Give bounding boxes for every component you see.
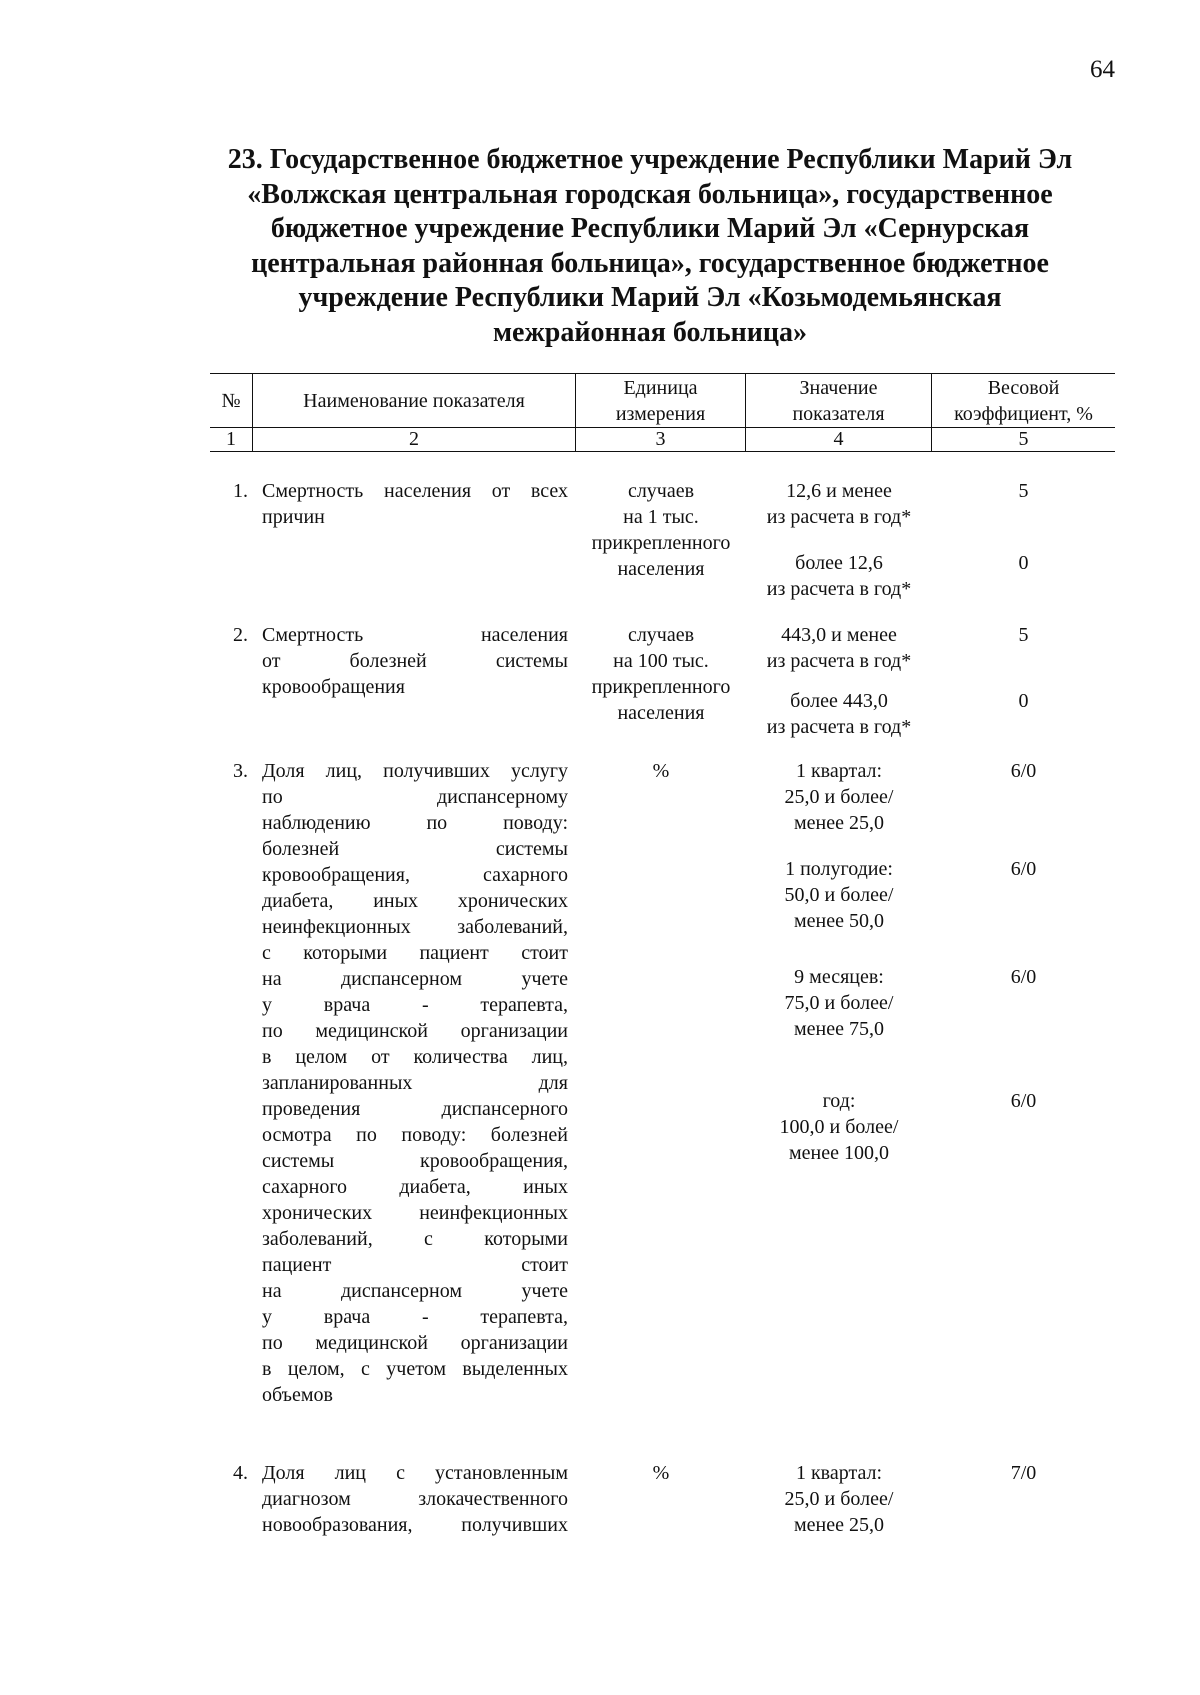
- indicator-name-line: на диспансерном учете: [262, 968, 568, 990]
- indicator-name-line: Доля лиц, получивших услугу: [262, 760, 568, 782]
- table-header: [210, 373, 1115, 428]
- indicator-value: 9 месяцев: 75,0 и более/ менее 75,0: [784, 966, 894, 1040]
- unit-of-measure: случаев на 1 тыс. прикрепленного населения: [591, 480, 731, 580]
- indicator-value: 1 квартал: 25,0 и более/ менее 25,0: [784, 760, 894, 834]
- header-unit: Единица измерения: [576, 373, 746, 428]
- indicator-name-line: проведения диспансерного: [262, 1098, 568, 1120]
- document-title: [200, 143, 1100, 350]
- page-number: 64: [1090, 56, 1115, 83]
- row-number: 2.: [233, 624, 248, 646]
- column-numbers-row: [210, 427, 1115, 452]
- weight-coefficient: 5: [1018, 480, 1029, 502]
- indicator-name: Доля лиц с установленным диагнозом злокачественного новообразования, получивших: [262, 1462, 568, 1536]
- indicator-name-line: заболеваний, с которыми: [262, 1228, 568, 1250]
- header-value: Значение показателя: [746, 373, 932, 428]
- indicator-name-line: сахарного диабета, иных: [262, 1176, 568, 1198]
- column-number: 4: [746, 427, 932, 452]
- weight-coefficient: 6/0: [1010, 858, 1037, 880]
- weight-coefficient: 6/0: [1010, 760, 1037, 782]
- indicator-name-line: системы кровообращения,: [262, 1150, 568, 1172]
- weight-coefficient: 0: [1018, 552, 1029, 574]
- indicator-name-line: у врача - терапевта,: [262, 1306, 568, 1328]
- indicator-value: год: 100,0 и более/ менее 100,0: [779, 1090, 899, 1164]
- indicator-value: более 443,0 из расчета в год*: [766, 690, 912, 738]
- unit-of-measure: %: [652, 1462, 670, 1484]
- row-number: 1.: [233, 480, 248, 502]
- row-number: 4.: [233, 1462, 248, 1484]
- title-line: центральная районная больница», государственное бюджетное: [251, 247, 1049, 279]
- indicator-name-line: по медицинской организации: [262, 1332, 568, 1354]
- indicator-name-line: диабета, иных хронических: [262, 890, 568, 912]
- indicator-name-line: запланированных для: [262, 1072, 568, 1094]
- indicator-name-line: болезней системы: [262, 838, 568, 860]
- unit-of-measure: случаев на 100 тыс. прикрепленного населения: [591, 624, 731, 724]
- indicator-name-line: наблюдению по поводу:: [262, 812, 568, 834]
- weight-coefficient: 5: [1018, 624, 1029, 646]
- indicator-name-line: хронических неинфекционных: [262, 1202, 568, 1224]
- indicator-name-line: по медицинской организации: [262, 1020, 568, 1042]
- indicator-name-line: пациент стоит: [262, 1254, 568, 1276]
- indicator-name-line: неинфекционных заболеваний,: [262, 916, 568, 938]
- weight-coefficient: 6/0: [1010, 966, 1037, 988]
- indicator-name-line: с которыми пациент стоит: [262, 942, 568, 964]
- header-coefficient: Весовой коэффициент, %: [932, 373, 1115, 428]
- weight-coefficient: 7/0: [1010, 1462, 1037, 1484]
- column-number: 1: [210, 427, 253, 452]
- indicator-name-line: объемов: [262, 1384, 333, 1406]
- title-line: межрайонная больница»: [492, 316, 808, 348]
- column-number: 3: [576, 427, 746, 452]
- indicator-value: 1 полугодие: 50,0 и более/ менее 50,0: [784, 858, 894, 932]
- indicator-name: Смертность населения от всех причин: [262, 480, 568, 528]
- indicator-name: Смертность населения от болезней системы кровообращения: [262, 624, 568, 698]
- indicator-name-line: в целом от количества лиц,: [262, 1046, 568, 1068]
- indicator-name-line: кровообращения, сахарного: [262, 864, 568, 886]
- indicator-name-line: на диспансерном учете: [262, 1280, 568, 1302]
- column-number: 2: [253, 427, 576, 452]
- indicator-value: 443,0 и менее из расчета в год*: [766, 624, 912, 672]
- weight-coefficient: 6/0: [1010, 1090, 1037, 1112]
- weight-coefficient: 0: [1018, 690, 1029, 712]
- indicator-name-line: у врача - терапевта,: [262, 994, 568, 1016]
- title-line: 23. Государственное бюджетное учреждение Республики Марий Эл: [227, 144, 1073, 175]
- indicator-value: более 12,6 из расчета в год*: [766, 552, 912, 600]
- header-number: №: [210, 373, 253, 428]
- title-line: учреждение Республики Марий Эл «Козьмодемьянская: [298, 282, 1002, 313]
- indicator-name: [262, 758, 568, 1408]
- column-number: 5: [932, 427, 1115, 452]
- indicator-name-line: осмотра по поводу: болезней: [262, 1124, 568, 1146]
- indicator-name-line: по диспансерному: [262, 786, 568, 808]
- header-indicator-name: Наименование показателя: [253, 373, 576, 428]
- title-line: бюджетное учреждение Республики Марий Эл «Сернурская: [270, 213, 1030, 244]
- indicator-name-line: в целом, с учетом выделенных: [262, 1358, 568, 1380]
- unit-of-measure: %: [652, 760, 670, 782]
- row-number: 3.: [233, 760, 248, 782]
- title-line: «Волжская центральная городская больница», государственное: [247, 178, 1053, 210]
- indicator-value: 12,6 и менее из расчета в год*: [766, 480, 912, 528]
- indicator-value: 1 квартал: 25,0 и более/ менее 25,0: [784, 1462, 894, 1536]
